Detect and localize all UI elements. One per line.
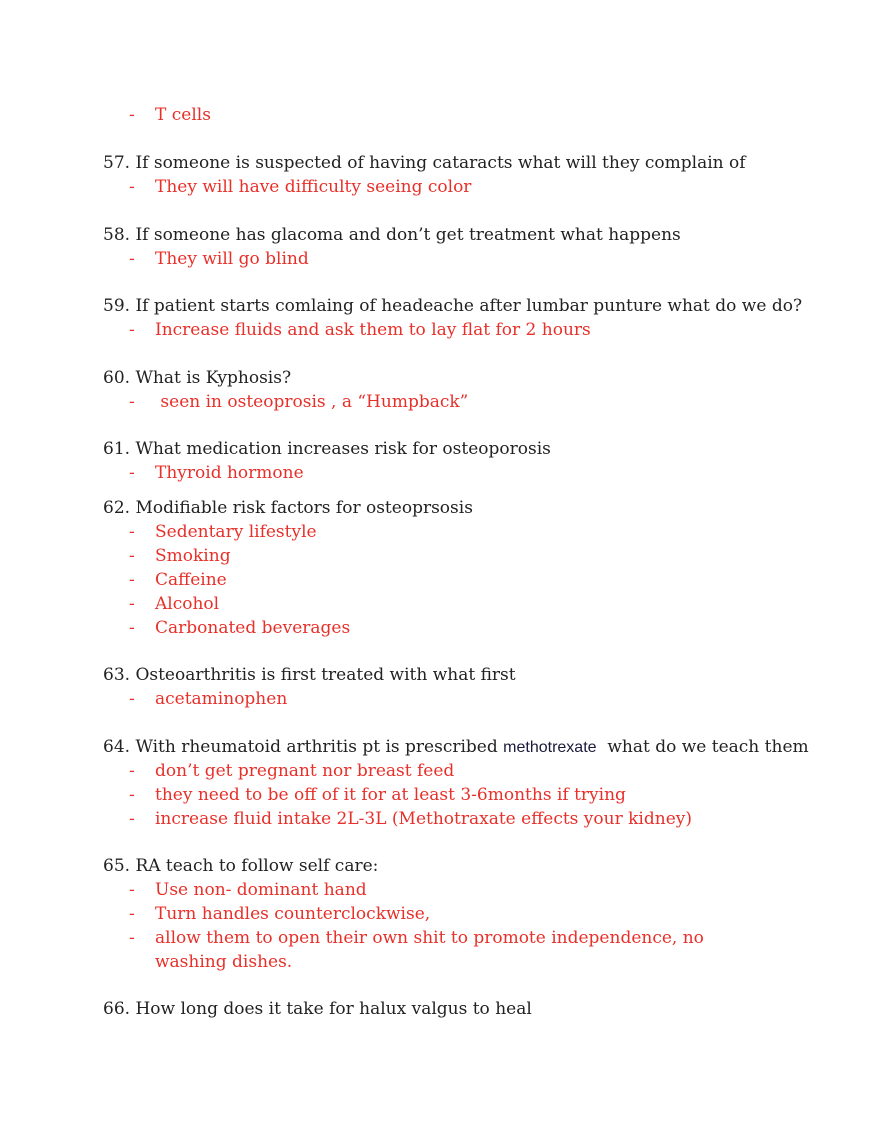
bullet-dash: - (129, 618, 135, 638)
bullet-dash: - (129, 880, 135, 900)
answer-item (129, 759, 454, 783)
answer-item (129, 103, 211, 127)
question-58: 58. If someone has glacoma and don’t get treatment what happens (103, 225, 681, 245)
answer-text: they need to be off of it for at least 3-6months if trying (155, 785, 626, 805)
answer-item (129, 520, 317, 544)
bullet-dash: - (129, 546, 135, 566)
answer-text: Use non- dominant hand (155, 880, 367, 900)
answer-text: Carbonated beverages (155, 618, 351, 638)
answer-text: seen in osteoprosis , a “Humpback” (155, 392, 469, 412)
bullet-dash: - (129, 177, 135, 197)
answer-item (129, 390, 468, 414)
answer-text: don’t get pregnant nor breast feed (155, 761, 455, 781)
answer-text: Turn handles counterclockwise, (155, 904, 431, 924)
answer-item (129, 318, 591, 342)
answer-item (129, 687, 287, 711)
answer-item (129, 247, 309, 271)
bullet-dash: - (129, 320, 135, 340)
answer-text: Sedentary lifestyle (155, 522, 317, 542)
answer-text: T cells (155, 105, 211, 125)
bullet-dash: - (129, 785, 135, 805)
answer-text: They will go blind (155, 249, 309, 269)
bullet-dash: - (129, 463, 135, 483)
answer-text: Thyroid hormone (155, 463, 304, 483)
answer-item (129, 616, 350, 640)
answer-item (129, 568, 227, 592)
question-66: 66. How long does it take for halux valgus to heal (103, 999, 532, 1019)
question-64 (103, 735, 809, 760)
answer-item (129, 926, 765, 974)
question-text: what do we teach them (596, 737, 809, 757)
answer-item (129, 544, 231, 568)
bullet-dash: - (129, 105, 135, 125)
question-65: 65. RA teach to follow self care: (103, 856, 379, 876)
question-60: 60. What is Kyphosis? (103, 368, 292, 388)
answer-text: Increase fluids and ask them to lay flat for 2 hours (155, 320, 591, 340)
bullet-dash: - (129, 761, 135, 781)
bullet-dash: - (129, 904, 135, 924)
answer-text: They will have difficulty seeing color (155, 177, 472, 197)
drug-name: methotrexate (503, 739, 597, 756)
answer-text: increase fluid intake 2L-3L (Methotraxate effects your kidney) (155, 809, 692, 829)
answer-item (129, 783, 626, 807)
bullet-dash: - (129, 809, 135, 829)
answer-text: Smoking (155, 546, 231, 566)
question-text: 64. With rheumatoid arthritis pt is prescribed (103, 737, 504, 757)
answer-item (129, 592, 219, 616)
bullet-dash: - (129, 689, 135, 709)
bullet-dash: - (129, 522, 135, 542)
answer-text: Alcohol (155, 594, 220, 614)
answer-item (129, 461, 304, 485)
bullet-dash: - (129, 570, 135, 590)
answer-text: acetaminophen (155, 689, 288, 709)
question-59: 59. If patient starts comlaing of headeache after lumbar punture what do we do? (103, 296, 803, 316)
bullet-dash: - (129, 392, 135, 412)
bullet-dash: - (129, 594, 135, 614)
bullet-dash: - (129, 249, 135, 269)
answer-item (129, 902, 430, 926)
bullet-dash: - (129, 928, 135, 948)
question-62: 62. Modifiable risk factors for osteoprsosis (103, 498, 473, 518)
answer-item (129, 807, 692, 831)
answer-item (129, 878, 367, 902)
answer-item (129, 175, 471, 199)
question-61: 61. What medication increases risk for osteoporosis (103, 439, 551, 459)
answer-text: Caffeine (155, 570, 227, 590)
question-57: 57. If someone is suspected of having cataracts what will they complain of (103, 153, 746, 173)
question-63: 63. Osteoarthritis is first treated with what first (103, 665, 516, 685)
answer-text: allow them to open their own shit to promote independence, no washing dishes. (155, 928, 704, 972)
